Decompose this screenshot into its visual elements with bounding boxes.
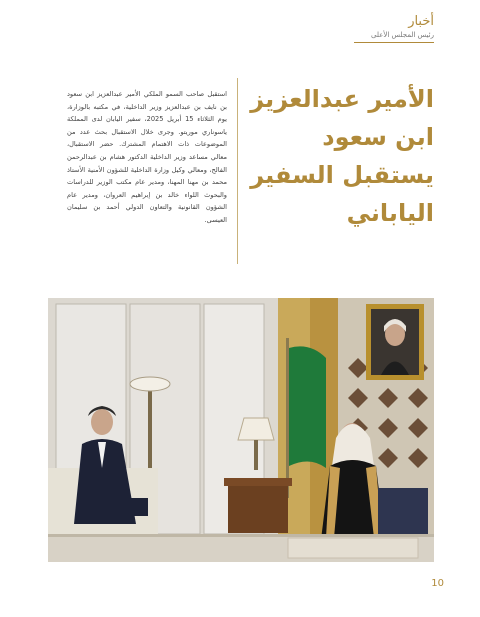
headline-line-1: الأمير عبدالعزيز bbox=[250, 85, 434, 113]
header-rule bbox=[354, 42, 434, 43]
article-headline bbox=[234, 80, 434, 232]
page-number: 10 bbox=[431, 578, 444, 589]
section-title: أخبار bbox=[408, 14, 434, 29]
section-subtitle: رئيس المجلس الأعلى bbox=[371, 31, 434, 39]
article-body: استقبل صاحب السمو الملكي الأمير عبدالعزيز ابن سعود بن نايف بن عبدالعزيز وزير الداخلية، في مكتبه بالوزارة، يوم الثلاثاء 15 أبريل 2025، سفير اليابان لدى المملكة ياسوناري موريتو. وجرى خلال الاستقبال بحث عدد من الموضوعات ذات الاهتمام المشترك. حضر الاستقبال، معالي مساعد وزير الداخلية الدكتور هشام بن عبدالرحمن الفالح، ومعالي وكيل وزارة الداخلية للشؤون الأمنية الأستاذ محمد بن مهنا المهنا، ومدير عام مكتب الوزير للدراسات والبحوث اللواء خالد بن إبراهيم العروان، ومدير عام الشؤون القانونية والتعاون الدولي أحمد بن سليمان العيسى. bbox=[67, 90, 227, 224]
headline-line-3: يستقبل السفير bbox=[250, 161, 434, 189]
headline-line-4: الياباني bbox=[346, 199, 434, 227]
section-header bbox=[354, 14, 434, 43]
column-divider bbox=[237, 78, 238, 264]
headline-line-2: ابن سعود bbox=[322, 123, 434, 151]
meeting-photo bbox=[48, 298, 434, 562]
